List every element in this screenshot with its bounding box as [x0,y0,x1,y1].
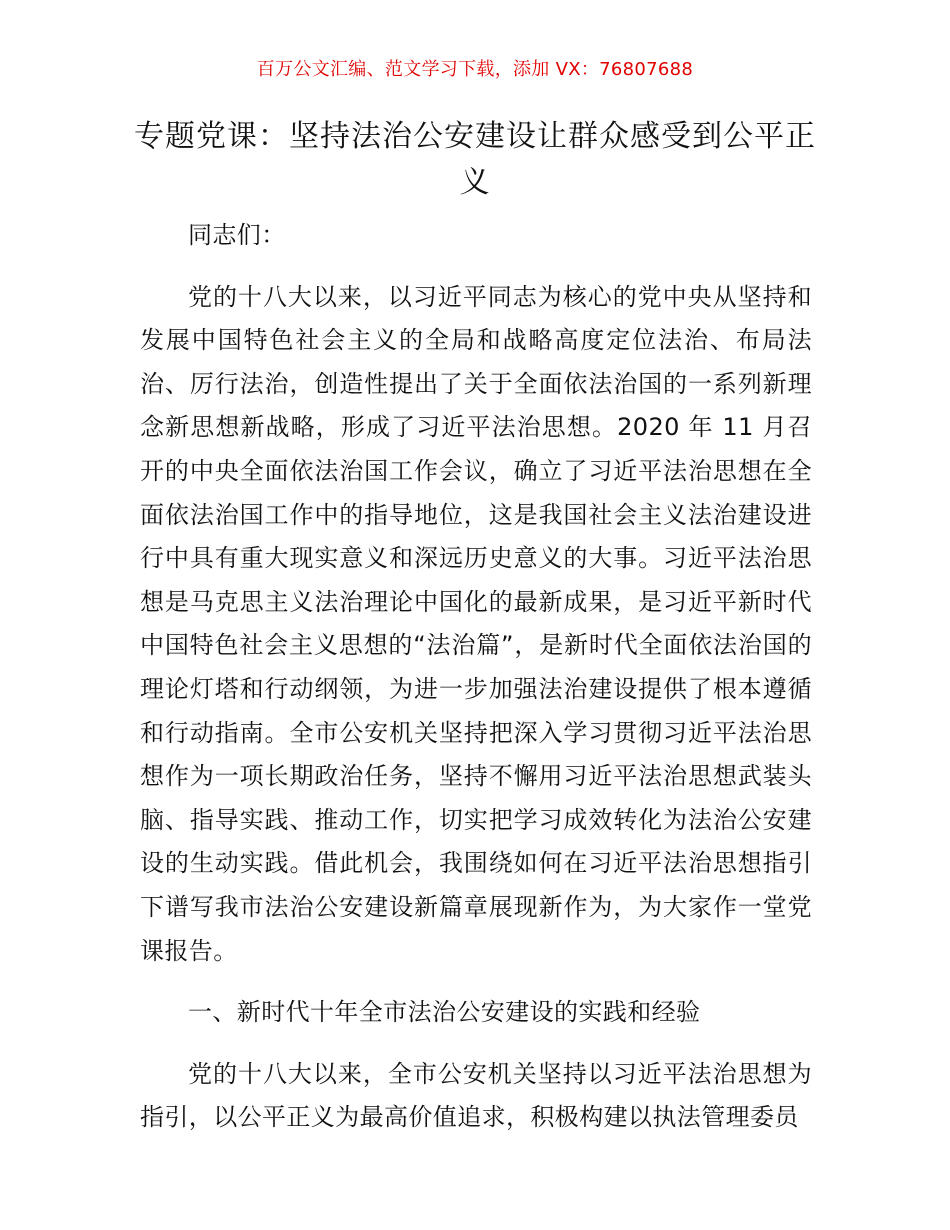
section-paragraph: 党的十八大以来，全市公安机关坚持以习近平法治思想为指引，以公平正义为最高价值追求，积极构建以执法管理委员 [140,1059,812,1132]
salutation: 同志们： [188,221,286,249]
section-heading: 一、新时代十年全市法治公安建设的实践和经验 [188,998,701,1027]
header-banner: 百万公文汇编、范文学习下载，添加 VX：76807688 [256,59,694,80]
document-title: 专题党课：坚持法治公安建设让群众感受到公平正义 [134,119,816,200]
body-paragraph: 党的十八大以来，以习近平同志为核心的党中央从坚持和发展中国特色社会主义的全局和战略高度定位法治、布局法治、厉行法治，创造性提出了关于全面依法治国的一系列新理念新思想新战略，形成了习近平法治思想。2020 年 11 月召开的中央全面依法治国工作会议，确立了习近平法治思想在全面依法治国工作中的指导地位，这是我国社会主义法治建设进行中具有重大现实意义和深远历史意义的大事。习近平法治思想是马克思主义法治理论中国化的最新成果，是习近平新时代中国特色社会主义思想的“法治篇”，是新时代全面依法治国的理论灯塔和行动纲领，为进一步加强法治建设提供了根本遵循和行动指南。全市公安机关坚持把深入学习贯彻习近平法治思想作为一项长期政治任务，坚持不懈用习近平法治思想武装头脑、指导实践、推动工作，切实把学习成效转化为法治公安建设的生动实践。借此机会，我围绕如何在习近平法治思想指引下谱写我市法治公安建设新篇章展现新作为，为大家作一堂党课报告。 [140,282,812,965]
document-body [140,214,812,1158]
